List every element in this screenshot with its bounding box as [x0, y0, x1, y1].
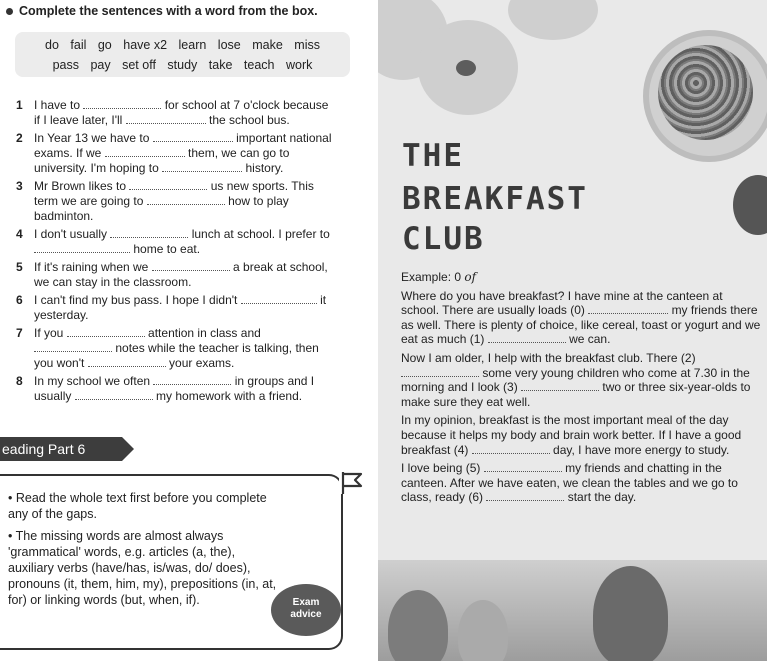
- donut-hole: [456, 60, 476, 76]
- answer-gap[interactable]: [126, 113, 206, 124]
- word: make: [252, 38, 283, 52]
- answer-gap[interactable]: [401, 366, 479, 377]
- sentence-6: 6 I can't find my bus pass. I hope I didn't it yesterday.: [16, 293, 327, 322]
- word: work: [286, 58, 313, 72]
- word-box: [15, 32, 350, 77]
- answer-gap[interactable]: [162, 161, 242, 172]
- answer-gap[interactable]: [152, 260, 230, 271]
- answer-gap[interactable]: [484, 461, 562, 472]
- answer-gap[interactable]: [241, 293, 317, 304]
- word: miss: [294, 38, 320, 52]
- answer-gap[interactable]: [75, 389, 153, 400]
- word: go: [97, 38, 112, 52]
- article-paragraph: I love being (5) my friends and chatting in the canteen. After we have eaten, we clean the tables and we go to class, ready (6) start the day.: [401, 461, 738, 505]
- exercise-instruction: Complete the sentences with a word from the box.: [6, 4, 318, 18]
- student-photo: [458, 600, 508, 661]
- flag-icon: [339, 470, 365, 496]
- sentence-1: 1 I have to for school at 7 o'clock because if I leave later, I'll the school bus.: [16, 98, 329, 127]
- article-paragraph: Now I am older, I help with the breakfast club. There (2) some very young children who come at 7.30 in the morning and I look (3) two or three six-year-olds to make sure they eat well.: [401, 350, 751, 409]
- word: pass: [52, 58, 79, 72]
- answer-gap[interactable]: [129, 179, 207, 190]
- answer-gap[interactable]: [34, 341, 112, 352]
- article-paragraph: Where do you have breakfast? I have mine at the canteen at school. There are usually loads (0) my friends there as well. There is plenty of choice, like cereal, toast or yogurt and we eat as much (1) we can.: [401, 288, 761, 347]
- word: lose: [217, 38, 241, 52]
- article-title-line: THE: [402, 138, 464, 174]
- student-photo: [593, 566, 668, 661]
- cereal-photo: [658, 45, 753, 140]
- article-panel: [378, 0, 767, 661]
- exam-advice-badge: Exam advice: [271, 584, 341, 636]
- answer-gap[interactable]: [88, 356, 166, 367]
- word: take: [208, 58, 233, 72]
- sentence-4: 4 I don't usually lunch at school. I prefer to home to eat.: [16, 227, 330, 256]
- word: study: [167, 58, 198, 72]
- answer-gap[interactable]: [153, 374, 231, 385]
- word: teach: [243, 58, 275, 72]
- answer-gap[interactable]: [110, 227, 188, 238]
- bullet-icon: [6, 8, 13, 15]
- advice-tip-1: • Read the whole text first before you complete any of the gaps.: [8, 491, 267, 521]
- answer-gap[interactable]: [472, 443, 550, 454]
- answer-gap[interactable]: [83, 98, 161, 109]
- reading-part-heading: eading Part 6: [0, 437, 122, 461]
- answer-gap[interactable]: [521, 380, 599, 391]
- exercise-panel: [0, 0, 372, 661]
- article-text: [401, 270, 763, 509]
- sentence-5: 5 If it's raining when we a break at school, we can stay in the classroom.: [16, 260, 328, 289]
- answer-gap[interactable]: [588, 303, 668, 314]
- students-photo: [378, 560, 767, 661]
- answer-gap[interactable]: [105, 146, 185, 157]
- sentence-8: 8 In my school we often in groups and I usually my homework with a friend.: [16, 374, 315, 403]
- word: fail: [70, 38, 87, 52]
- word-box-row: [15, 55, 350, 75]
- article-title-line: BREAKFAST: [402, 181, 588, 217]
- donut-photo: [508, 0, 598, 40]
- word-box-row: [15, 35, 350, 55]
- sentence-7: 7 If you attention in class and notes while the teacher is talking, then you won't your exams.: [16, 326, 319, 370]
- answer-gap[interactable]: [147, 194, 225, 205]
- answer-gap[interactable]: [34, 242, 130, 253]
- word: do: [45, 38, 59, 52]
- answer-gap[interactable]: [486, 490, 564, 501]
- answer-gap[interactable]: [488, 332, 566, 343]
- word: learn: [178, 38, 207, 52]
- word: set off: [122, 58, 156, 72]
- article-title-line: CLUB: [402, 221, 485, 257]
- sentence-list: [16, 98, 366, 407]
- sentence-3: 3 Mr Brown likes to us new sports. This term we are going to how to play badminton.: [16, 179, 314, 223]
- word: have x2: [123, 38, 168, 52]
- advice-tip-2: • The missing words are almost always 'grammatical' words, e.g. articles (a, the), auxiliary verbs (have/has, is/was, do/ does), pronouns (it, them, him, my), prepositions (in, at, for) or linking words (but, when, if).: [8, 529, 277, 607]
- student-photo: [388, 590, 448, 661]
- fruit-photo: [733, 175, 767, 235]
- example-line: Example: 0 of: [401, 270, 477, 284]
- answer-gap[interactable]: [67, 326, 145, 337]
- article-paragraph: In my opinion, breakfast is the most important meal of the day because it helps my body and brain work better. If I have a good breakfast (4) day, I have more energy to study.: [401, 413, 742, 457]
- word: pay: [90, 58, 111, 72]
- sentence-2: 2 In Year 13 we have to important national exams. If we them, we can go to university. I'm hoping to history.: [16, 131, 332, 175]
- answer-gap[interactable]: [153, 131, 233, 142]
